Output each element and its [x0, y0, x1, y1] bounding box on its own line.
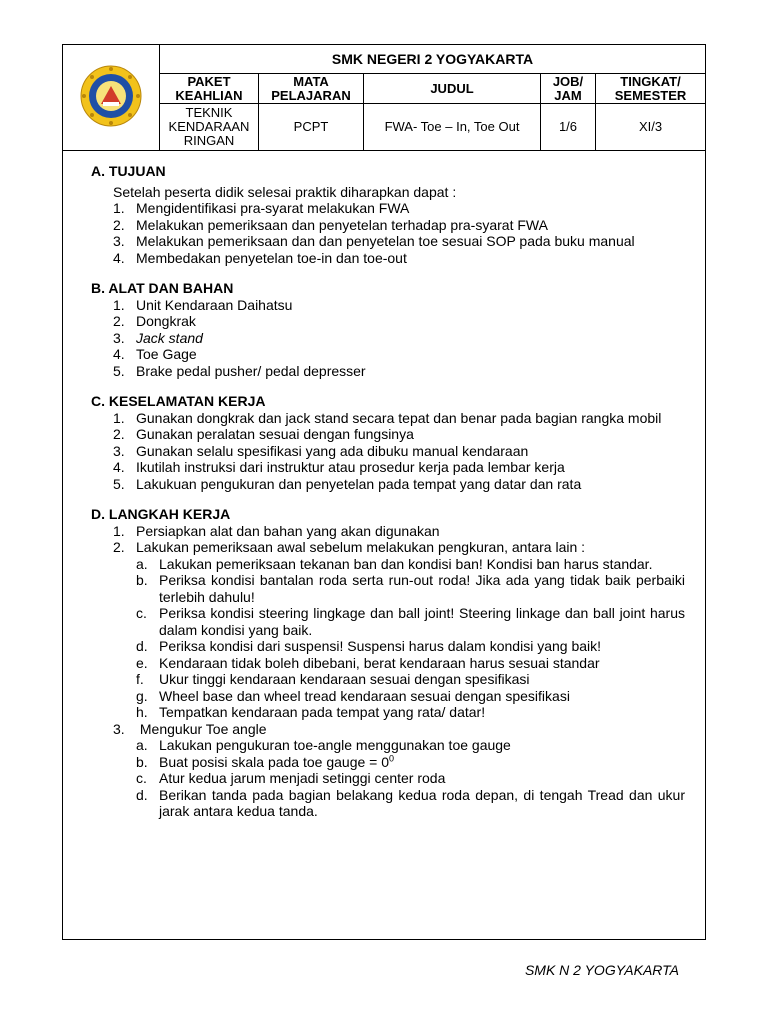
- list-item: 4. Toe Gage: [113, 346, 197, 362]
- list-item: 5. Brake pedal pusher/ pedal depresser: [113, 362, 366, 379]
- section-tujuan: [91, 163, 685, 266]
- list-item: 3. Jack stand: [113, 329, 203, 346]
- school-logo-icon: [79, 64, 143, 128]
- val-job-jam: 1/6: [541, 104, 596, 151]
- degree-superscript: 0: [389, 752, 395, 763]
- list-item: 4. Ikutilah instruksi dari instruktur atau prosedur kerja pada lembar kerja: [113, 459, 565, 475]
- col-judul: JUDUL: [364, 74, 541, 104]
- sub-item: c. Periksa kondisi steering lingkage dan ball joint! Steering linkage dan ball joint harus dalam kondisi yang baik.: [136, 605, 685, 638]
- section-title: C. KESELAMATAN KERJA: [91, 393, 266, 409]
- list-item: 1. Persiapkan alat dan bahan yang akan digunakan: [113, 522, 440, 539]
- section-keselamatan-kerja: [91, 393, 685, 492]
- list-item: 1. Mengidentifikasi pra-syarat melakukan FWA: [113, 200, 410, 216]
- list-item: 2. Dongkrak: [113, 313, 196, 329]
- section-alat-bahan: [91, 280, 685, 379]
- col-mata-pelajaran: MATA PELAJARAN: [259, 74, 364, 104]
- sub-item: d. Periksa kondisi dari suspensi! Suspensi harus dalam kondisi yang baik!: [136, 638, 602, 654]
- list-item: 1. Unit Kendaraan Daihatsu: [113, 296, 293, 313]
- sub-item: b. Buat posisi skala pada toe gauge = $0^0$: [136, 752, 395, 770]
- col-paket-keahlian: PAKET KEAHLIAN: [160, 74, 259, 104]
- list-item: 2. Melakukan pemeriksaan dan penyetelan terhadap pra-syarat FWA: [113, 216, 548, 233]
- val-tingkat-semester: XI/3: [596, 104, 706, 151]
- list-item: 2. Gunakan peralatan sesuai dengan fungsinya: [113, 426, 414, 442]
- page-frame: [62, 44, 706, 940]
- section-langkah-kerja: [91, 506, 685, 820]
- school-logo: [63, 45, 160, 151]
- list-item: 3. Gunakan selalu spesifikasi yang ada dibuku manual kendaraan: [113, 442, 529, 459]
- section-title: B. ALAT DAN BAHAN: [91, 280, 234, 296]
- list-item: 2. Lakukan pemeriksaan awal sebelum melakukan pengkuran, antara lain :: [113, 539, 586, 555]
- sub-item: d. Berikan tanda pada bagian belakang kedua roda depan, di tengah Tread dan ukur jarak antara kedua tanda.: [136, 786, 685, 819]
- sub-item: h. Tempatkan kendaraan pada tempat yang rata/ datar!: [136, 704, 486, 720]
- header-table: [63, 45, 705, 151]
- school-name: SMK NEGERI 2 YOGYAKARTA: [160, 45, 706, 74]
- sub-item: g. Wheel base dan wheel tread kendaraan sesuai dengan spesifikasi: [136, 687, 570, 704]
- sub-item: a. Lakukan pengukuran toe-angle menggunakan toe gauge: [136, 737, 511, 753]
- list-item: 5. Lakukuan pengukuran dan penyetelan pada tempat yang datar dan rata: [113, 475, 582, 492]
- section-title: A. TUJUAN: [91, 163, 166, 179]
- val-mata-pelajaran: PCPT: [259, 104, 364, 151]
- list-item: 4. Membedakan penyetelan toe-in dan toe-out: [113, 249, 407, 266]
- worksheet-body: [91, 163, 685, 834]
- list-item: 3. Melakukan pemeriksaan dan dan penyetelan toe sesuai SOP pada buku manual: [113, 233, 635, 249]
- sub-item: b. Periksa kondisi bantalan roda serta run-out roda! Jika ada yang tidak baik perbaiki terlebih dahulu!: [136, 572, 685, 605]
- col-tingkat-semester: TINGKAT/ SEMESTER: [596, 74, 706, 104]
- col-job-jam: JOB/ JAM: [541, 74, 596, 104]
- list-item: 1. Gunakan dongkrak dan jack stand secara tepat dan benar pada bagian rangka mobil: [113, 409, 662, 426]
- section-title: D. LANGKAH KERJA: [91, 506, 231, 522]
- page-footer: SMK N 2 YOGYAKARTA: [524, 962, 679, 978]
- sub-item: c. Atur kedua jarum menjadi setinggi center roda: [136, 770, 446, 786]
- sub-item: f. Ukur tinggi kendaraan kendaraan sesuai dengan spesifikasi: [136, 671, 530, 687]
- sub-item: a. Lakukan pemeriksaan tekanan ban dan kondisi ban! Kondisi ban harus standar.: [136, 555, 653, 572]
- val-paket-keahlian: TEKNIK KENDARAAN RINGAN: [160, 104, 259, 151]
- sub-item: e. Kendaraan tidak boleh dibebani, berat kendaraan harus sesuai standar: [136, 654, 600, 671]
- intro-text: Setelah peserta didik selesai praktik diharapkan dapat :: [113, 183, 457, 200]
- val-judul: FWA- Toe – In, Toe Out: [364, 104, 541, 151]
- list-item: 3. Mengukur Toe angle: [113, 720, 267, 737]
